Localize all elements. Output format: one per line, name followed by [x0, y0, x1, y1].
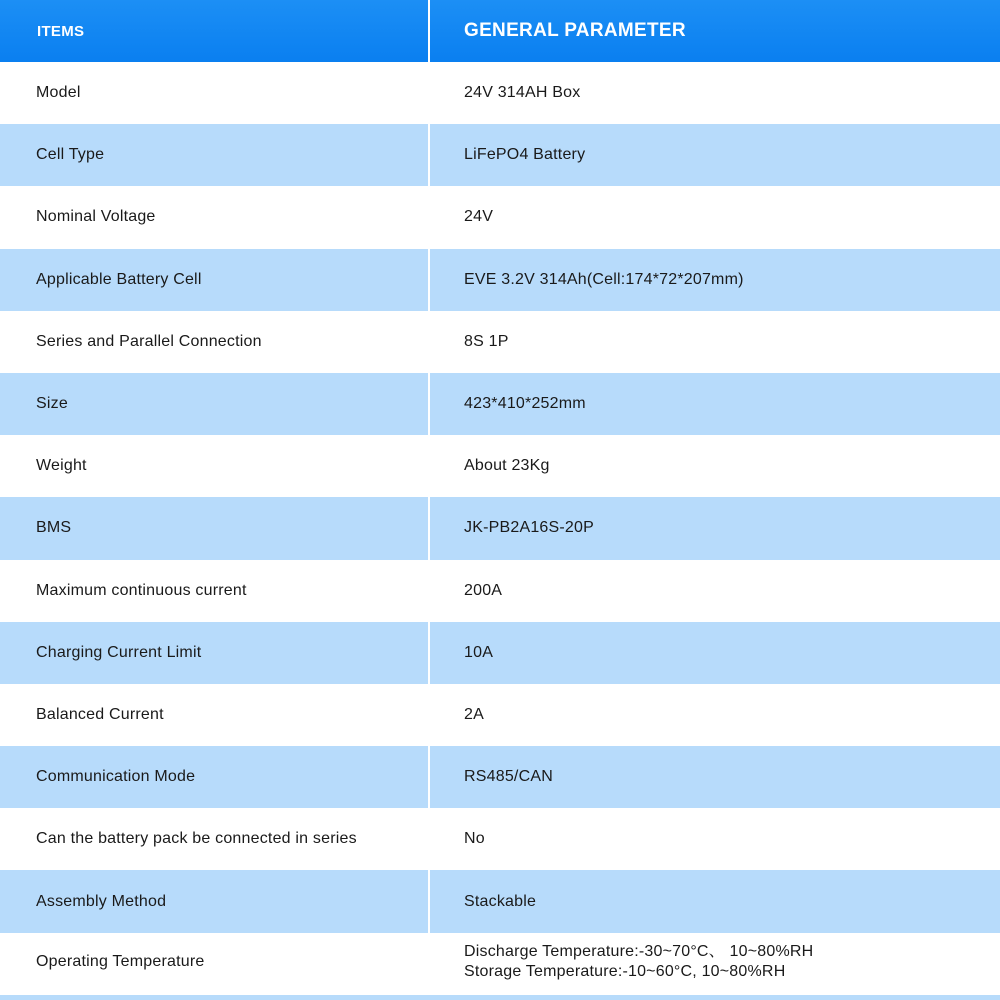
value-cell: 8S 1P: [464, 332, 509, 350]
table-row: [0, 560, 1000, 622]
value-cell: RS485/CAN: [464, 768, 553, 786]
value-cell: 200A: [464, 581, 503, 599]
value-cell: JK-PB2A16S-20P: [464, 519, 594, 537]
storage-temperature-line: Storage Temperature:-10~60°C, 10~80%RH: [464, 962, 786, 980]
value-cell: Stackable: [464, 892, 537, 910]
bottom-strip: [0, 995, 1000, 1000]
item-cell: Model: [0, 62, 430, 124]
item-cell: Size: [0, 373, 430, 435]
item-cell: Assembly Method: [0, 870, 430, 932]
table-row: [0, 870, 1000, 932]
table-row: [0, 124, 1000, 186]
table-row: [0, 746, 1000, 808]
item-cell: Weight: [0, 435, 430, 497]
item-cell: Can the battery pack be connected in series: [0, 808, 430, 870]
table-row: [0, 435, 1000, 497]
item-cell: Cell Type: [0, 124, 430, 186]
value-cell: No: [464, 830, 485, 848]
value-cell: 423*410*252mm: [464, 395, 586, 413]
table-row: [0, 62, 1000, 124]
table-row: [0, 684, 1000, 746]
table-row: [0, 373, 1000, 435]
item-cell: Applicable Battery Cell: [0, 249, 430, 311]
table-row: [0, 933, 1000, 991]
value-cell: 2A: [464, 705, 484, 723]
item-cell: BMS: [0, 497, 430, 559]
value-cell: EVE 3.2V 314Ah(Cell:174*72*207mm): [464, 270, 744, 288]
value-cell: About 23Kg: [464, 457, 550, 475]
value-cell: 24V: [464, 208, 494, 226]
header-items: ITEMS: [0, 0, 430, 62]
item-cell: Balanced Current: [0, 684, 430, 746]
table-body: [0, 62, 1000, 991]
table-row: [0, 249, 1000, 311]
item-cell: Series and Parallel Connection: [0, 311, 430, 373]
value-cell: [430, 933, 1000, 991]
discharge-temperature-line: Discharge Temperature:-30~70°C、 10~80%RH: [464, 942, 814, 960]
value-cell: LiFePO4 Battery: [464, 146, 586, 164]
table-row: [0, 622, 1000, 684]
table-row: [0, 186, 1000, 248]
header-general-parameter: GENERAL PARAMETER: [464, 20, 686, 41]
item-cell: Charging Current Limit: [0, 622, 430, 684]
item-cell: Communication Mode: [0, 746, 430, 808]
table-row: [0, 808, 1000, 870]
table-row: [0, 497, 1000, 559]
item-cell: Maximum continuous current: [0, 560, 430, 622]
table-header: [0, 0, 1000, 62]
table-row: [0, 311, 1000, 373]
item-cell: Nominal Voltage: [0, 186, 430, 248]
item-cell: Operating Temperature: [0, 933, 430, 991]
value-cell: 10A: [464, 643, 494, 661]
value-cell: 24V 314AH Box: [464, 84, 581, 102]
